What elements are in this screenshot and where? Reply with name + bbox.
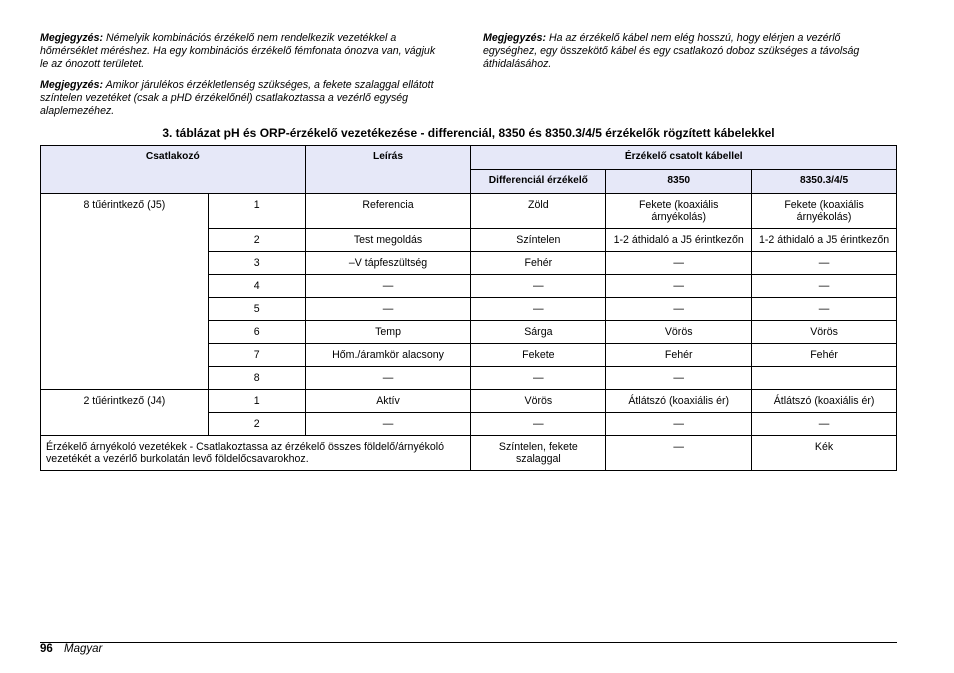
description-cell: Temp: [305, 321, 471, 344]
pin-cell: 1: [208, 390, 305, 413]
notes-left: [40, 32, 440, 126]
cell-8350: —: [606, 252, 752, 275]
differential-cell: —: [471, 298, 606, 321]
shield-8350: —: [606, 436, 752, 471]
header-8350-345: 8350.3/4/5: [752, 170, 897, 194]
header-sensor-group: Érzékelő csatolt kábellel: [471, 146, 897, 170]
note: [40, 32, 440, 71]
connector-name: 8 tűérintkező (J5): [41, 194, 209, 390]
cell-8350-345: [752, 367, 897, 390]
cell-8350-345: —: [752, 413, 897, 436]
pin-cell: 2: [208, 229, 305, 252]
note-label: Megjegyzés:: [40, 32, 103, 44]
table-title: 3. táblázat pH és ORP-érzékelő vezetékezése - differenciál, 8350 és 8350.3/4/5 érzékelők rögzített kábelekkel: [162, 126, 775, 140]
table-row: [41, 194, 897, 229]
description-cell: –V tápfeszültség: [305, 252, 471, 275]
cell-8350: Átlátszó (koaxiális ér): [606, 390, 752, 413]
description-cell: Referencia: [305, 194, 471, 229]
cell-8350: —: [606, 413, 752, 436]
description-cell: —: [305, 275, 471, 298]
cell-8350-345: Vörös: [752, 321, 897, 344]
cell-8350: —: [606, 367, 752, 390]
page-number: 96: [40, 643, 53, 655]
note: [40, 79, 440, 118]
shield-row: [41, 436, 897, 471]
header-description: Leírás: [305, 146, 471, 194]
note: [483, 32, 895, 71]
page-footer: [40, 643, 102, 655]
pin-cell: 5: [208, 298, 305, 321]
description-cell: Hőm./áramkör alacsony: [305, 344, 471, 367]
shield-differential: Színtelen, fekete szalaggal: [471, 436, 606, 471]
pin-cell: 6: [208, 321, 305, 344]
differential-cell: Színtelen: [471, 229, 606, 252]
cell-8350: Fekete (koaxiális árnyékolás): [606, 194, 752, 229]
differential-cell: Fehér: [471, 252, 606, 275]
connector-name: 2 tűérintkező (J4): [41, 390, 209, 436]
pin-cell: 8: [208, 367, 305, 390]
differential-cell: —: [471, 275, 606, 298]
cell-8350-345: Fekete (koaxiális árnyékolás): [752, 194, 897, 229]
differential-cell: —: [471, 367, 606, 390]
header-differential: Differenciál érzékelő: [471, 170, 606, 194]
cell-8350: Fehér: [606, 344, 752, 367]
differential-cell: Fekete: [471, 344, 606, 367]
cell-8350-345: 1-2 áthidaló a J5 érintkezőn: [752, 229, 897, 252]
wiring-table: [40, 145, 897, 471]
description-cell: —: [305, 298, 471, 321]
header-connector: Csatlakozó: [41, 146, 306, 194]
differential-cell: Sárga: [471, 321, 606, 344]
header-row-1: [41, 146, 897, 170]
pin-cell: 1: [208, 194, 305, 229]
description-cell: Test megoldás: [305, 229, 471, 252]
pin-cell: 4: [208, 275, 305, 298]
cell-8350: 1-2 áthidaló a J5 érintkezőn: [606, 229, 752, 252]
differential-cell: —: [471, 413, 606, 436]
differential-cell: Vörös: [471, 390, 606, 413]
description-cell: Aktív: [305, 390, 471, 413]
header-8350: 8350: [606, 170, 752, 194]
cell-8350-345: —: [752, 252, 897, 275]
footer-divider: [40, 642, 897, 643]
table-row: [41, 390, 897, 413]
cell-8350-345: —: [752, 298, 897, 321]
note-text: Némelyik kombinációs érzékelő nem rendelkezik vezetékkel a hőmérséklet méréshez. Ha egy kombinációs érzékelő fémfonata ónozva van, vágjuk le az ónozott területet.: [40, 32, 436, 70]
note-text: Ha az érzékelő kábel nem elég hosszú, hogy elérjen a vezérlő egységhez, egy összekötő kábel és egy csatlakozó doboz szükséges a távolság áthidalásához.: [483, 32, 860, 70]
cell-8350-345: —: [752, 275, 897, 298]
note-text: Amikor járulékos érzékletlenség szükséges, a fekete szalaggal ellátott színtelen vezetéket (csak a pHD érzékelőnél) csatlakoztassa a vezérlő egység alaplemezéhez.: [40, 79, 434, 117]
note-label: Megjegyzés:: [483, 32, 546, 44]
pin-cell: 3: [208, 252, 305, 275]
note-label: Megjegyzés:: [40, 79, 103, 91]
pin-cell: 2: [208, 413, 305, 436]
footer-language: Magyar: [64, 643, 103, 655]
differential-cell: Zöld: [471, 194, 606, 229]
shield-description: Érzékelő árnyékoló vezetékek - Csatlakoztassa az érzékelő összes földelő/árnyékoló vezetékét a vezérlő burkolatán levő földelőcsavarokhoz.: [41, 436, 471, 471]
description-cell: —: [305, 367, 471, 390]
table-body: [41, 194, 897, 471]
description-cell: —: [305, 413, 471, 436]
cell-8350-345: Fehér: [752, 344, 897, 367]
cell-8350-345: Átlátszó (koaxiális ér): [752, 390, 897, 413]
notes-right: [483, 32, 895, 79]
pin-cell: 7: [208, 344, 305, 367]
cell-8350: —: [606, 275, 752, 298]
cell-8350: Vörös: [606, 321, 752, 344]
shield-8350-345: Kék: [752, 436, 897, 471]
cell-8350: —: [606, 298, 752, 321]
